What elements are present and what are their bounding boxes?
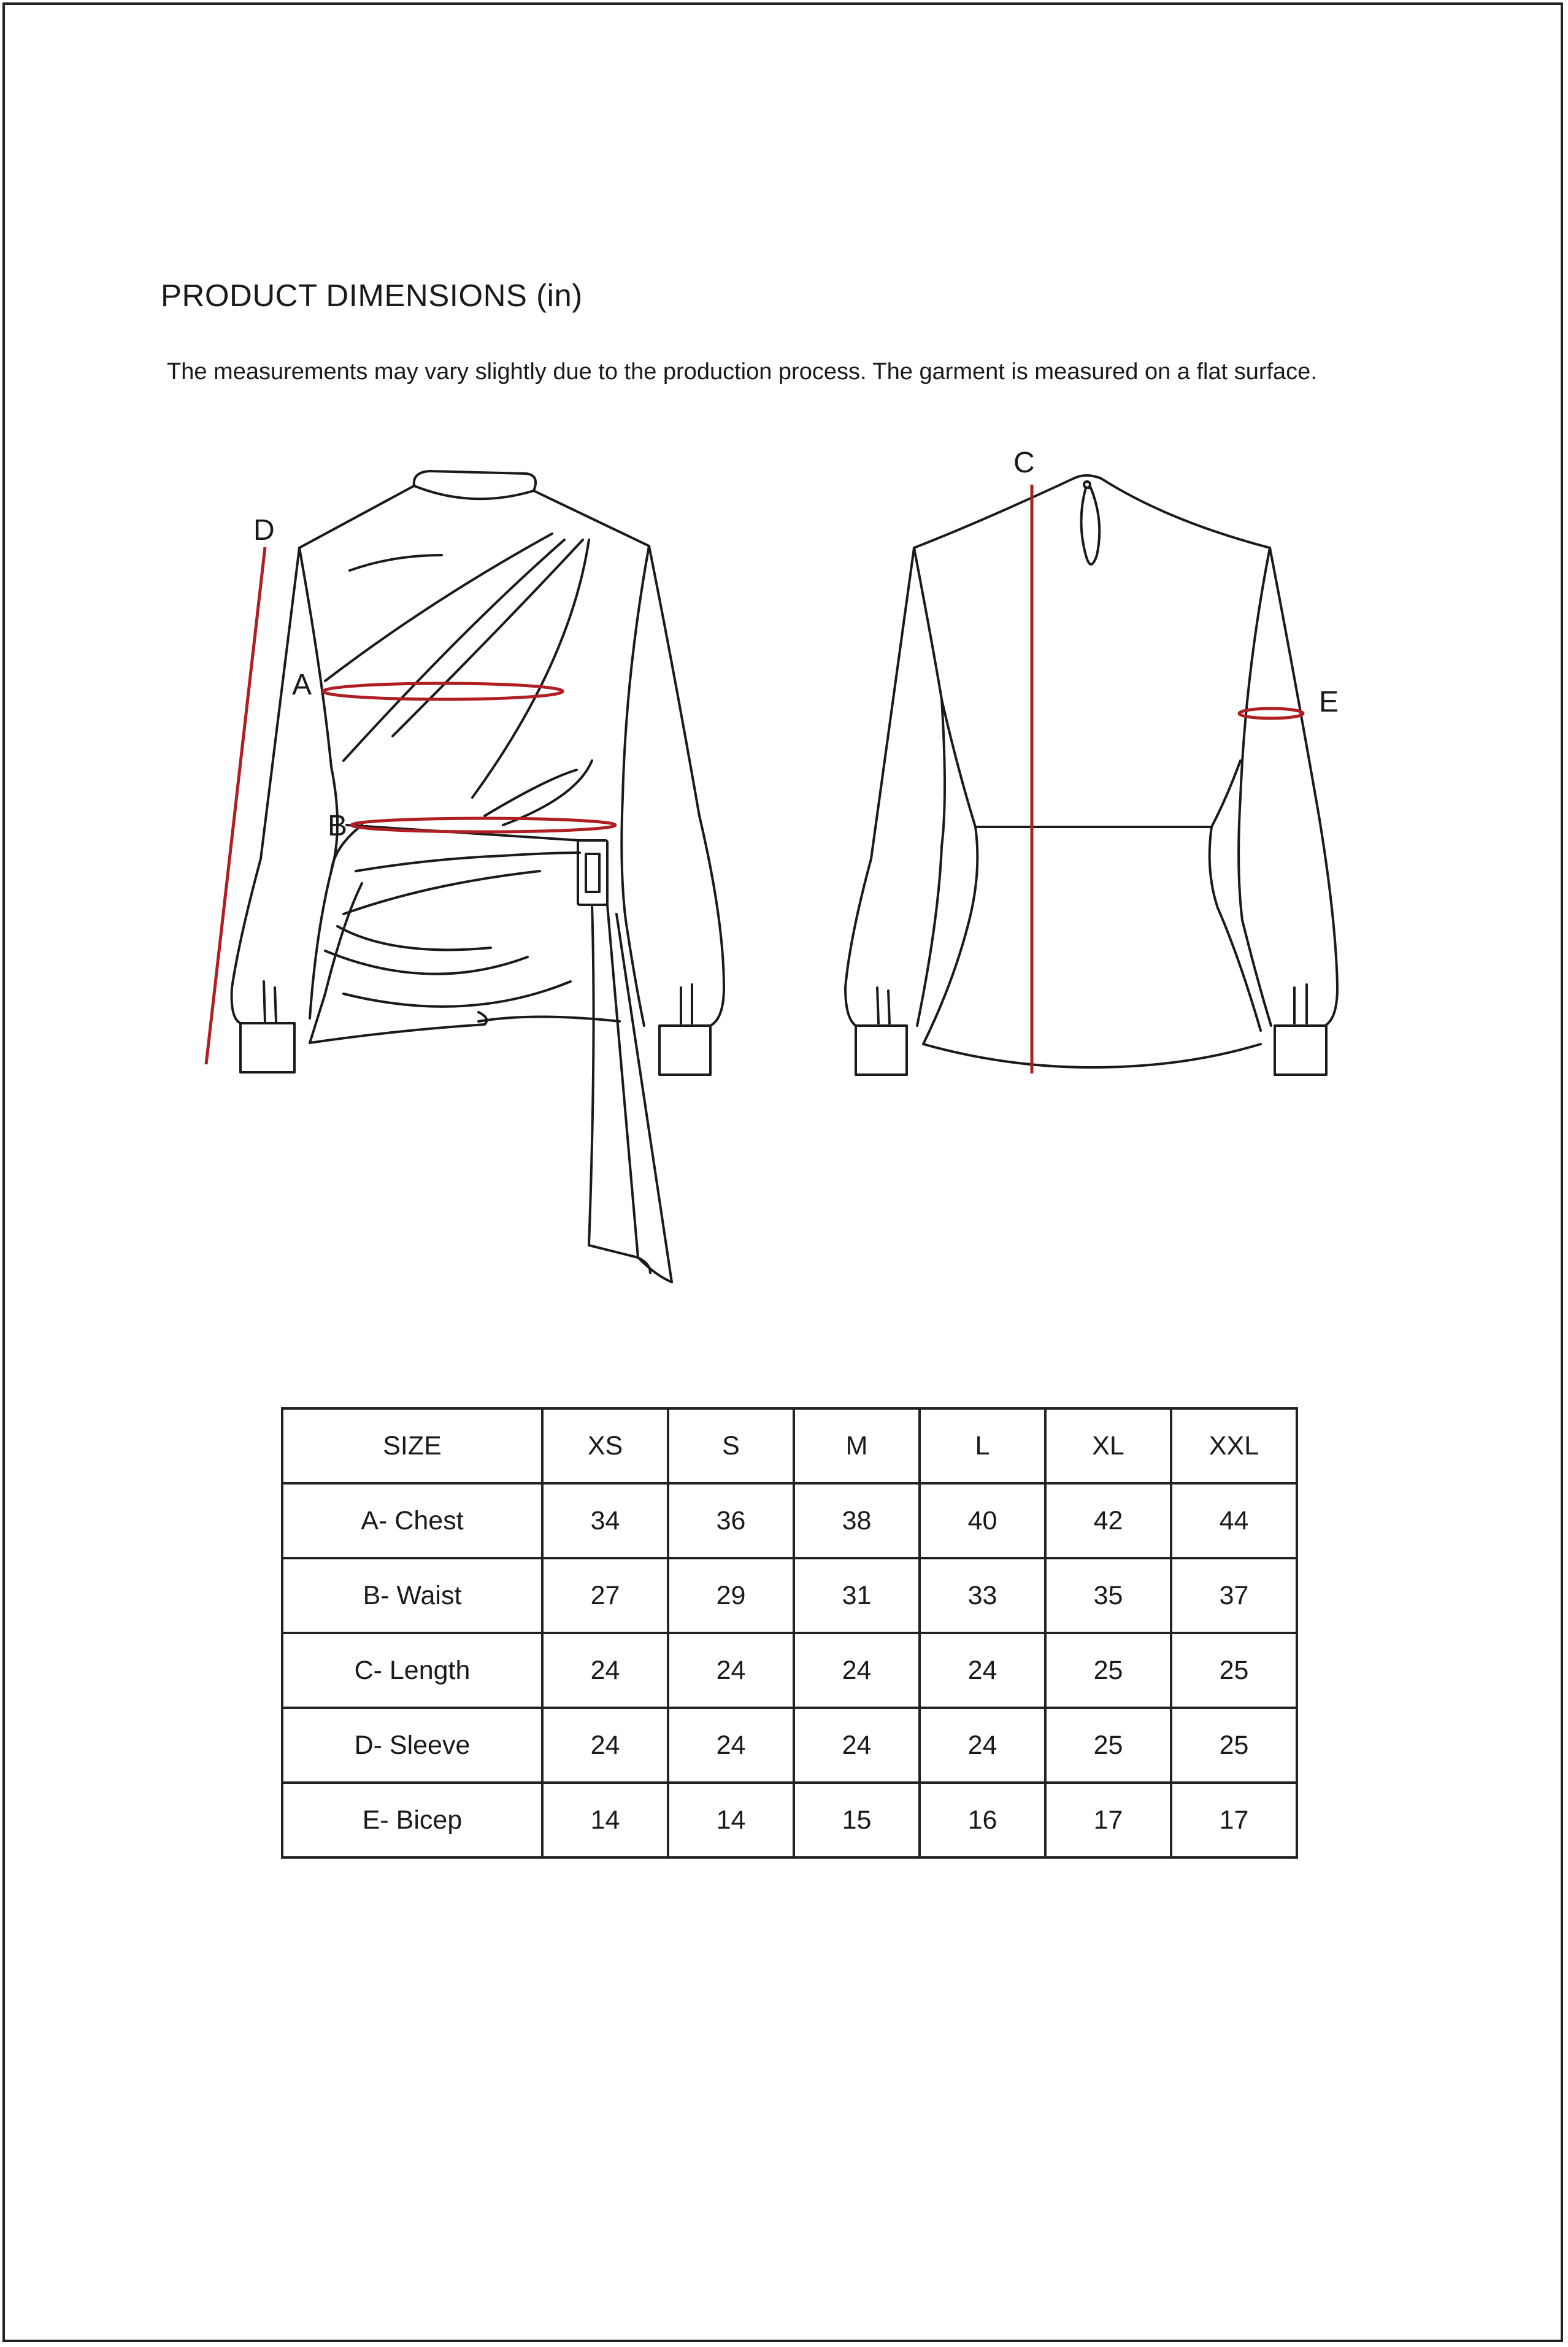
table-cell: 17 — [1171, 1783, 1297, 1857]
header-cell: M — [794, 1408, 920, 1483]
table-row — [282, 1483, 1297, 1558]
table-cell: 14 — [668, 1783, 794, 1857]
table-cell: 14 — [542, 1783, 668, 1857]
table-row — [282, 1783, 1297, 1857]
bicep-measure-line — [1239, 709, 1303, 718]
back-view-sketch — [845, 475, 1337, 1075]
header-cell: L — [920, 1408, 1045, 1483]
table-cell: 37 — [1171, 1558, 1297, 1633]
table-row — [282, 1558, 1297, 1633]
table-cell: 31 — [794, 1558, 920, 1633]
table-cell: 24 — [794, 1633, 920, 1708]
row-label: B- Waist — [282, 1558, 542, 1633]
table-cell: 24 — [668, 1633, 794, 1708]
header-cell: S — [668, 1408, 794, 1483]
header-cell: SIZE — [282, 1408, 542, 1483]
table-cell: 29 — [668, 1558, 794, 1633]
table-header-row — [282, 1408, 1297, 1483]
table-cell: 38 — [794, 1483, 920, 1558]
table-cell: 34 — [542, 1483, 668, 1558]
table-cell: 25 — [1045, 1633, 1171, 1708]
header-cell: XXL — [1171, 1408, 1297, 1483]
table-cell: 42 — [1045, 1483, 1171, 1558]
waist-measure-line — [352, 818, 615, 832]
row-label: C- Length — [282, 1633, 542, 1708]
sleeve-measure-line — [206, 547, 265, 1064]
table-cell: 40 — [920, 1483, 1045, 1558]
header-cell: XS — [542, 1408, 668, 1483]
page-title: PRODUCT DIMENSIONS (in) — [161, 278, 583, 313]
table-cell: 24 — [794, 1708, 920, 1783]
table-cell: 35 — [1045, 1558, 1171, 1633]
table-cell: 24 — [542, 1708, 668, 1783]
front-view-sketch — [232, 471, 724, 1282]
row-label: A- Chest — [282, 1483, 542, 1558]
table-cell: 17 — [1045, 1783, 1171, 1857]
table-cell: 25 — [1171, 1633, 1297, 1708]
table-row — [282, 1633, 1297, 1708]
label-b: B — [328, 810, 348, 842]
table-cell: 16 — [920, 1783, 1045, 1857]
table-cell: 25 — [1171, 1708, 1297, 1783]
table-cell: 24 — [668, 1708, 794, 1783]
row-label: D- Sleeve — [282, 1708, 542, 1783]
table-cell: 44 — [1171, 1483, 1297, 1558]
table-cell: 24 — [920, 1633, 1045, 1708]
table-cell: 36 — [668, 1483, 794, 1558]
row-label: E- Bicep — [282, 1783, 542, 1857]
table-cell: 33 — [920, 1558, 1045, 1633]
label-d: D — [253, 514, 275, 547]
header-cell: XL — [1045, 1408, 1171, 1483]
table-cell: 25 — [1045, 1708, 1171, 1783]
label-a: A — [292, 669, 312, 701]
table-cell: 15 — [794, 1783, 920, 1857]
table-cell: 24 — [920, 1708, 1045, 1783]
label-c: C — [1013, 447, 1035, 479]
size-chart-table — [281, 1407, 1298, 1859]
table-row — [282, 1708, 1297, 1783]
table-cell: 24 — [542, 1633, 668, 1708]
measurement-note: The measurements may vary slightly due to the production process. The garment is measured on a flat surface. — [167, 359, 1317, 385]
table-cell: 27 — [542, 1558, 668, 1633]
label-e: E — [1319, 686, 1339, 718]
